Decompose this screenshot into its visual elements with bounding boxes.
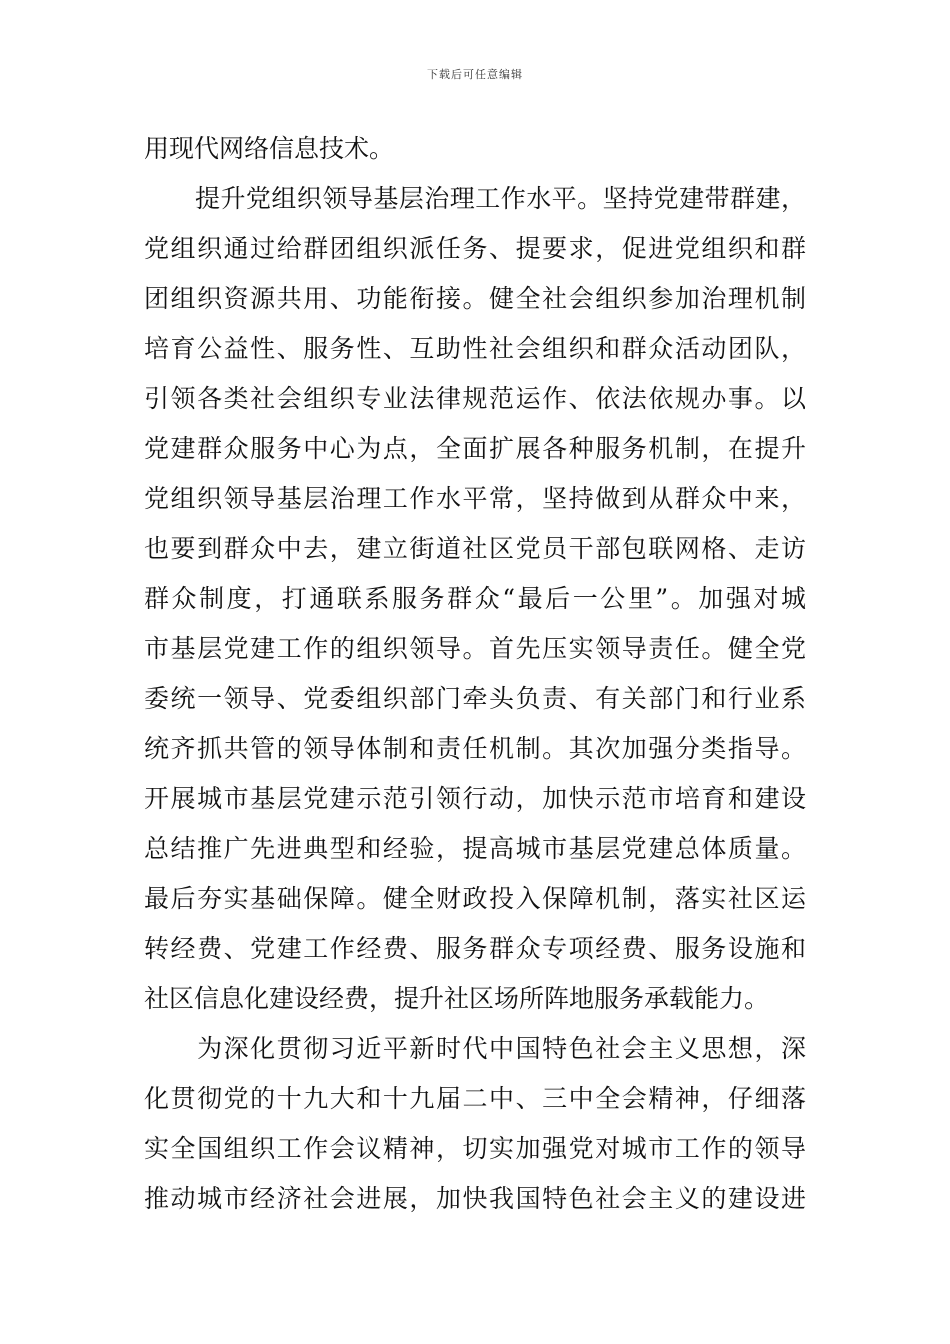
text-line: 培育公益性、服务性、互助性社会组织和群众活动团队， [144,334,806,363]
text-line: 用现代网络信息技术。 [144,134,395,163]
text-line: 委统一领导、党委组织部门牵头负责、有关部门和行业系 [144,684,806,713]
text-line: 开展城市基层党建示范引领行动，加快示范市培育和建设 [144,784,806,813]
text-line: 总结推广先进典型和经验，提高城市基层党建总体质量。 [144,834,806,863]
page-header-note: 下载后可任意编辑 [427,68,523,81]
text-line: 统齐抓共管的领导体制和责任机制。其次加强分类指导。 [144,734,806,763]
text-line: 党组织领导基层治理工作水平常，坚持做到从群众中来， [144,484,806,513]
text-line: 群众制度，打通联系服务群众“最后一公里”。加强对城 [144,584,806,613]
text-line: 提升党组织领导基层治理工作水平。坚持党建带群建， [144,184,806,213]
text-line: 引领各类社会组织专业法律规范运作、依法依规办事。以 [144,384,806,413]
text-line: 团组织资源共用、功能衔接。健全社会组织参加治理机制 [144,284,806,313]
text-line: 实全国组织工作会议精神，切实加强党对城市工作的领导 [144,1134,806,1163]
text-line: 化贯彻党的十九大和十九届二中、三中全会精神，仔细落 [144,1084,806,1113]
text-line: 党组织通过给群团组织派任务、提要求，促进党组织和群 [144,234,806,263]
text-line: 社区信息化建设经费，提升社区场所阵地服务承载能力。 [144,984,770,1013]
text-line: 为深化贯彻习近平新时代中国特色社会主义思想，深 [144,1034,806,1063]
text-line: 也要到群众中去，建立街道社区党员干部包联网格、走访 [144,534,806,563]
text-line: 转经费、党建工作经费、服务群众专项经费、服务设施和 [144,934,806,963]
text-line: 最后夯实基础保障。健全财政投入保障机制，落实社区运 [144,884,806,913]
text-line: 党建群众服务中心为点，全面扩展各种服务机制，在提升 [144,434,806,463]
text-line: 市基层党建工作的组织领导。首先压实领导责任。健全党 [144,634,806,663]
text-line: 推动城市经济社会进展，加快我国特色社会主义的建设进 [144,1184,806,1213]
